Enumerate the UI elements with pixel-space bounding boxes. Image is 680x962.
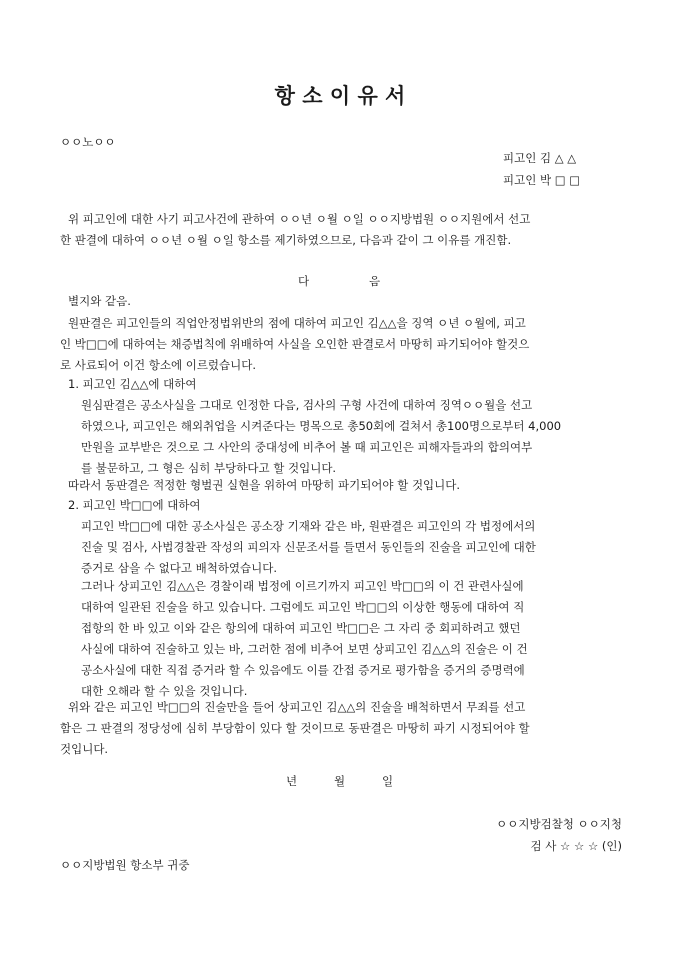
conclusion-line: 위와 같은 피고인 박□□의 진술만을 들어 상피고인 김△△의 진술을 배척하면서 무죄를 선고 [68,700,526,714]
separate-sheet-note: 별지와 같음. [68,294,131,308]
section2-title: 2. 피고인 박□□에 대하여 [68,498,201,512]
prosecution-office: ㅇㅇ지방검찰청 ㅇㅇ지청 [496,817,622,831]
document-title: 항 소 이 유 서 [274,83,406,108]
section1-title: 1. 피고인 김△△에 대하여 [68,377,197,391]
section2-line: 대한 오해라 할 수 있을 것입니다. [81,684,248,698]
summary-paragraph [60,313,623,376]
conclusion-paragraph [60,697,623,760]
case-number: ㅇㅇ노ㅇㅇ [60,135,116,149]
section2-line: 증거로 삼을 수 없다고 배척하였습니다. [81,561,278,575]
section2-line: 그러나 상피고인 김△△은 경찰이래 법정에 이르기까지 피고인 박□□의 이 건 관련사실에 [81,579,524,593]
summary-line: 원판결은 피고인들의 직업안정법위반의 점에 대하여 피고인 김△△을 징역 ㅇ년 ㅇ월에, 피고 [68,316,526,330]
section1-line: 를 불문하고, 그 형은 심히 부당하다고 할 것입니다. [81,461,337,475]
heading-da: 다 [298,274,310,288]
section2-line: 공소사실에 대한 직접 증거라 할 수 있음에도 이를 간접 증거로 평가함을 증거의 증명력에 [81,663,525,677]
section2-body-1 [81,516,623,579]
section2-line: 사실에 대하여 진술하고 있는 바, 그러한 점에 비추어 보면 상피고인 김△△의 진술은 이 건 [81,642,528,656]
section1-line: 하였으나, 피고인은 해외취업을 시켜준다는 명목으로 총50회에 걸쳐서 총100명으로부터 4,000 [81,419,562,433]
intro-line: 한 판결에 대하여 ㅇㅇ년 ㅇ월 ㅇ일 항소를 제기하였으므로, 다음과 같이 그 이유를 개진함. [60,233,512,247]
conclusion-line: 함은 그 판결의 정당성에 심히 부당함이 있다 할 것이므로 동판결은 마땅히 파기 시정되어야 할 [60,721,530,735]
date-month: 월 [334,774,346,788]
conclusion-line: 것입니다. [60,742,109,756]
section1-conclusion: 따라서 동판결은 적정한 형벌권 실현을 위하여 마땅히 파기되어야 할 것입니다. [68,478,461,492]
section2-body-2 [81,576,623,702]
heading-eum: 음 [369,274,381,288]
section2-line: 대하여 일관된 진술을 하고 있습니다. 그럼에도 피고인 박□□의 이상한 행동에 대하여 직 [81,600,525,614]
section2-line: 피고인 박□□에 대한 공소사실은 공소장 기재와 같은 바, 원판결은 피고인의 각 법정에서의 [81,519,536,533]
date-day: 일 [382,774,394,788]
section1-line: 만원을 교부받은 것으로 그 사안의 중대성에 비추어 볼 때 피고인은 피해자들과의 합의여부 [81,440,533,454]
intro-paragraph [60,209,623,251]
prosecutor-signature: 검 사 ☆ ☆ ☆ (인) [530,839,622,853]
section1-line: 원심판결은 공소사실을 그대로 인정한 다음, 검사의 구형 사건에 대하여 징역ㅇㅇ월을 선고 [81,398,533,412]
summary-line: 로 사료되어 이건 항소에 이르렀습니다. [60,358,257,372]
section2-line: 진술 및 검사, 사법경찰관 작성의 피의자 신문조서를 들면서 동인들의 진술을 피고인에 대한 [81,540,536,554]
date-year: 년 [286,774,298,788]
addressee: ㅇㅇ지방법원 항소부 귀중 [60,858,190,872]
defendant-kim: 피고인 김 △ △ [503,151,577,165]
section1-body [81,395,623,479]
intro-line: 위 피고인에 대한 사기 피고사건에 관하여 ㅇㅇ년 ㅇ월 ㅇ일 ㅇㅇ지방법원 ㅇㅇ지원에서 선고 [68,212,531,226]
section2-line: 접항의 한 바 있고 이와 같은 항의에 대하여 피고인 박□□은 그 자리 중 회피하려고 했던 [81,621,521,635]
defendant-park: 피고인 박 □ □ [503,173,581,187]
summary-line: 인 박□□에 대하여는 채증법칙에 위배하여 사실을 오인한 판결로서 마땅히 파기되어야 할것으 [60,337,530,351]
